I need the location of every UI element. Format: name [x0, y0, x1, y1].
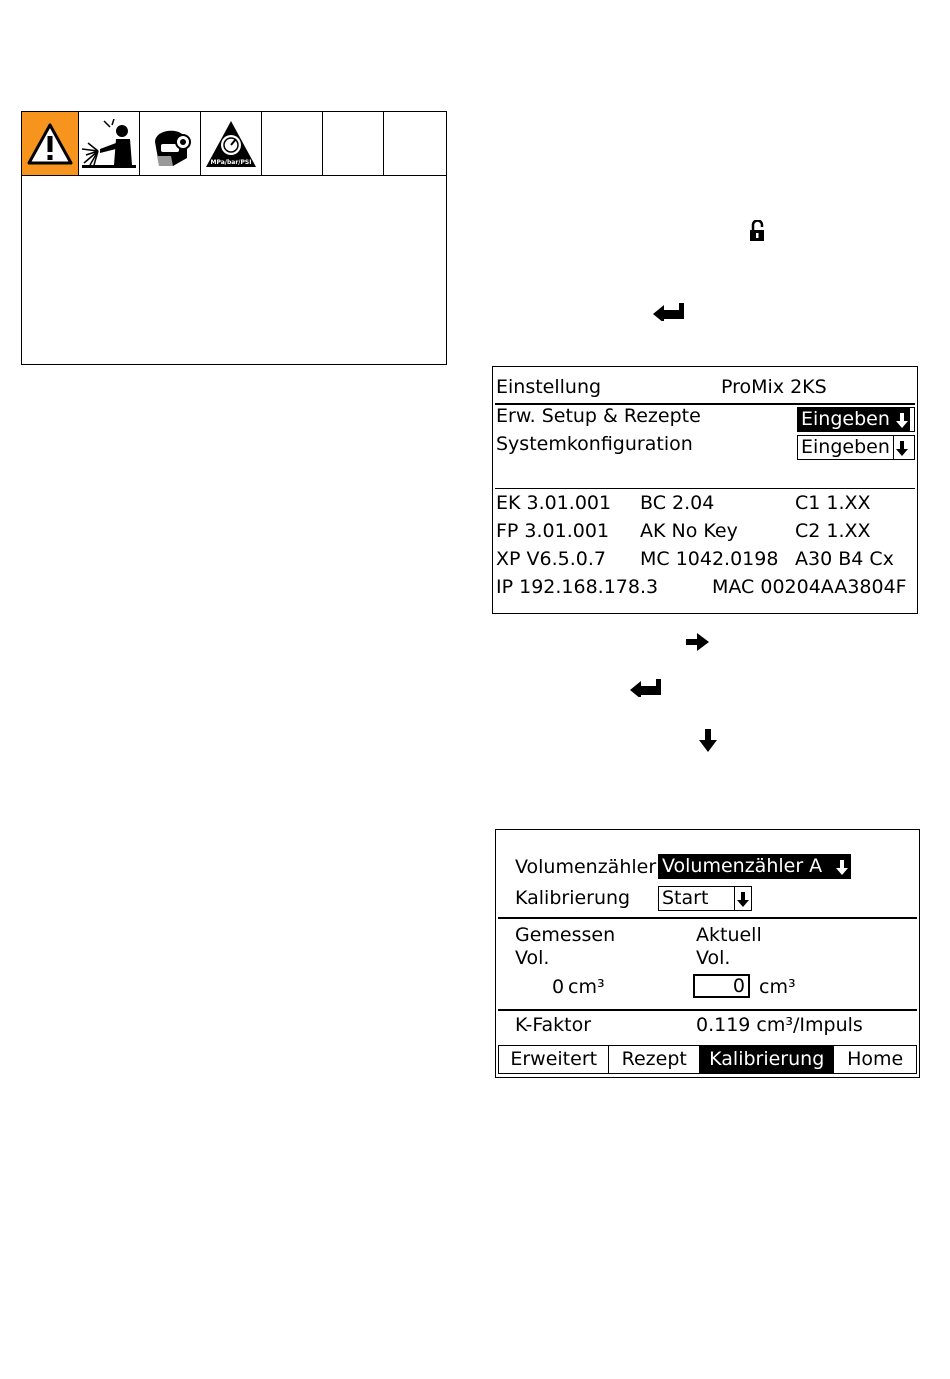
empty-icon-cell [262, 112, 323, 175]
measured-label-1: Gemessen [515, 924, 616, 946]
info-mc: MC 1042.0198 [640, 548, 779, 570]
arrow-right-icon [686, 633, 710, 651]
warning-triangle-icon [22, 112, 79, 175]
eye-ear-protection-icon [140, 112, 201, 175]
enter-icon [653, 303, 685, 321]
empty-icon-cell [384, 112, 444, 175]
tab-home[interactable]: Home [847, 1048, 904, 1070]
actual-label-1: Aktuell [696, 924, 762, 946]
arrow-down-icon [699, 729, 717, 753]
product-name: ProMix 2KS [721, 376, 827, 398]
info-ak: AK No Key [640, 520, 738, 542]
measured-unit: cm³ [568, 976, 605, 998]
calibration-label: Kalibrierung [515, 887, 631, 909]
enter-icon [630, 679, 662, 697]
lock-open-icon [749, 220, 765, 242]
measured-label-2: Vol. [515, 947, 550, 969]
info-fp: FP 3.01.001 [496, 520, 610, 542]
info-mac: MAC 00204AA3804F [712, 576, 907, 598]
info-c2: C2 1.XX [795, 520, 871, 542]
info-xp: XP V6.5.0.7 [496, 548, 606, 570]
pressure-unit-label: MPa/bar/PSI [210, 158, 252, 166]
calibration-dropdown[interactable] [658, 886, 752, 911]
advanced-setup-label: Erw. Setup & Rezepte [496, 405, 701, 427]
info-ip: IP 192.168.178.3 [496, 576, 659, 598]
kfactor-value: 0.119 cm³/Impuls [696, 1014, 863, 1036]
divider [498, 1009, 917, 1011]
arrow-down-icon [893, 408, 910, 431]
divider [495, 488, 915, 489]
skin-injection-hazard-icon [79, 112, 140, 175]
dropdown-value: Eingeben [801, 436, 890, 458]
tab-bar [498, 1045, 917, 1074]
info-ek: EK 3.01.001 [496, 492, 612, 514]
empty-icon-cell [323, 112, 384, 175]
arrow-down-icon [833, 855, 850, 878]
setup-screen [492, 366, 918, 614]
actual-volume-input[interactable] [693, 974, 750, 998]
info-abc: A30 B4 Cx [795, 548, 894, 570]
actual-label-2: Vol. [696, 947, 731, 969]
info-bc: BC 2.04 [640, 492, 715, 514]
kfactor-label: K-Faktor [515, 1014, 592, 1036]
tab-recipe[interactable]: Rezept [609, 1046, 700, 1073]
calibration-screen [495, 829, 920, 1078]
tab-advanced[interactable]: Erweitert [499, 1046, 609, 1073]
actual-value: 0 [732, 974, 745, 997]
dropdown-value: Volumenzähler A [659, 855, 833, 878]
warning-box [21, 111, 447, 365]
tab-calibration[interactable]: Kalibrierung [700, 1046, 834, 1073]
info-c1: C1 1.XX [795, 492, 871, 514]
arrow-down-icon [893, 436, 910, 459]
dropdown-value: Start [662, 887, 709, 909]
measured-value: 0 [552, 976, 565, 998]
warning-icon-row [22, 112, 446, 176]
system-config-label: Systemkonfiguration [496, 433, 693, 455]
meter-label: Volumenzähler [515, 856, 657, 878]
pressure-hazard-icon [201, 112, 262, 175]
system-config-dropdown[interactable] [797, 435, 915, 460]
divider [498, 917, 917, 919]
advanced-setup-dropdown[interactable] [797, 407, 915, 432]
dropdown-value: Eingeben [798, 408, 893, 431]
screen-title: Einstellung [496, 376, 602, 398]
arrow-down-icon [734, 887, 751, 910]
actual-unit: cm³ [759, 976, 796, 998]
meter-dropdown[interactable] [658, 854, 851, 879]
